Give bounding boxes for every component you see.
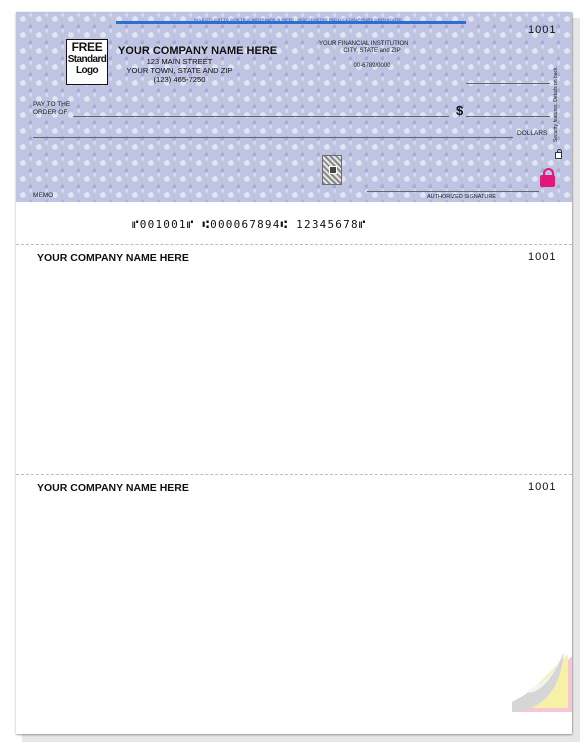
- company-phone: (123) 465-7250: [153, 75, 206, 84]
- security-lock-icon: [555, 152, 562, 159]
- company-logo: [66, 39, 108, 85]
- bank-city: CITY, STATE and ZIP: [343, 48, 401, 54]
- perforation-2: [16, 474, 572, 475]
- stub-1-number: 1001: [528, 251, 557, 263]
- logo-line-3: Logo: [75, 65, 99, 76]
- check-sheet: [16, 12, 572, 734]
- company-city: YOUR TOWN, STATE AND ZIP: [126, 66, 233, 75]
- dollar-sign: $: [456, 103, 464, 118]
- authorized-signature-label: AUTHORIZED SIGNATURE: [427, 194, 496, 200]
- check-number: 1001: [528, 24, 557, 36]
- date-line: [466, 83, 550, 84]
- micr-line: ⑈001001⑈ ⑆000067894⑆ 12345678⑈: [132, 218, 367, 231]
- hologram-icon: [322, 155, 342, 185]
- page-curl-icon: [512, 652, 572, 712]
- stub-2-company: YOUR COMPANY NAME HERE: [37, 482, 189, 494]
- logo-line-1: FREE: [71, 40, 103, 54]
- written-amount-line: [33, 137, 513, 138]
- dollars-label: DOLLARS: [517, 130, 548, 137]
- payee-line: [73, 116, 449, 117]
- perforation-1: [16, 244, 572, 245]
- security-features-note: Security features. Details on back.: [553, 66, 559, 142]
- padlock-icon: [540, 175, 555, 187]
- stub-1-company: YOUR COMPANY NAME HERE: [37, 252, 189, 264]
- logo-line-2: Standard: [67, 54, 107, 65]
- pay-to-label: PAY TO THE: [33, 101, 71, 108]
- microprint-text: HOLD CT LIGHT TO VIEW TRUE WATERMARK IN PAPER · HEAT SENSITIVE RED LOCK DISAPPEARS WHEN HEATED: [194, 18, 402, 22]
- company-street: 123 MAIN STREET: [146, 57, 213, 66]
- routing-fraction: 00-6789/0000: [353, 63, 391, 69]
- bank-name: YOUR FINANCIAL INSTITUTION: [319, 41, 409, 47]
- signature-line: [367, 191, 539, 192]
- company-name: YOUR COMPANY NAME HERE: [118, 45, 278, 57]
- stub-2-number: 1001: [528, 481, 557, 493]
- order-of-label: ORDER OF: [33, 109, 68, 116]
- memo-label: MEMO: [33, 192, 54, 199]
- amount-box-line: [466, 116, 550, 117]
- check-face: [16, 12, 572, 202]
